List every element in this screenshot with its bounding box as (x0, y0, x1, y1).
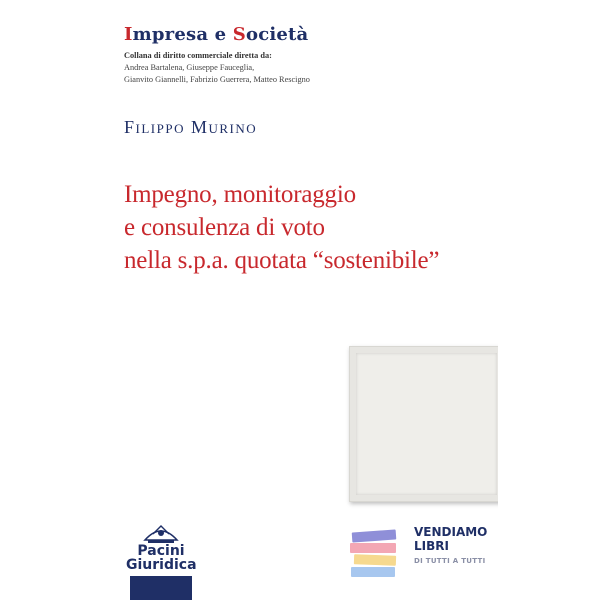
author-name: Filippo Murino (124, 117, 258, 137)
series-subtitle-line1: Collana di diritto commerciale diretta da: (124, 51, 272, 60)
series-editors (124, 50, 310, 86)
book-title (124, 178, 439, 277)
badge-line1: VENDIAMO (414, 525, 488, 539)
cover-image-frame (349, 346, 498, 502)
series-subtitle-line3: Gianvito Giannelli, Fabrizio Guerrera, Matteo Rescigno (124, 75, 310, 84)
book-title-line3: nella s.p.a. quotata “sostenibile” (124, 247, 440, 274)
book-title-line2: e consulenza di voto (124, 214, 325, 241)
crest-icon (142, 520, 180, 544)
series-subtitle-line2: Andrea Bartalena, Giuseppe Fauceglia, (124, 63, 255, 72)
badge-line2: LIBRI (414, 539, 449, 553)
book-cover (102, 0, 498, 600)
series-title-rest-1: mpresa e (132, 24, 233, 45)
book-stack-icon (348, 523, 408, 583)
badge-tagline: DI TUTTI A TUTTI (414, 557, 486, 565)
series-title-initial-s: S (232, 24, 246, 45)
publisher-bar (130, 576, 192, 600)
book-title-line1: Impegno, monitoraggio (124, 181, 356, 208)
publisher-line2: Giuridica (126, 557, 197, 573)
series-title-initial-i: I (124, 24, 133, 45)
cover-image-placeholder (356, 353, 497, 495)
publisher-logo (126, 520, 196, 600)
series-title-rest-2: ocietà (245, 24, 309, 45)
vendiamo-libri-badge (348, 523, 498, 583)
publisher-line1: Pacini (137, 543, 185, 559)
badge-text (414, 525, 487, 566)
series-title (124, 24, 308, 45)
